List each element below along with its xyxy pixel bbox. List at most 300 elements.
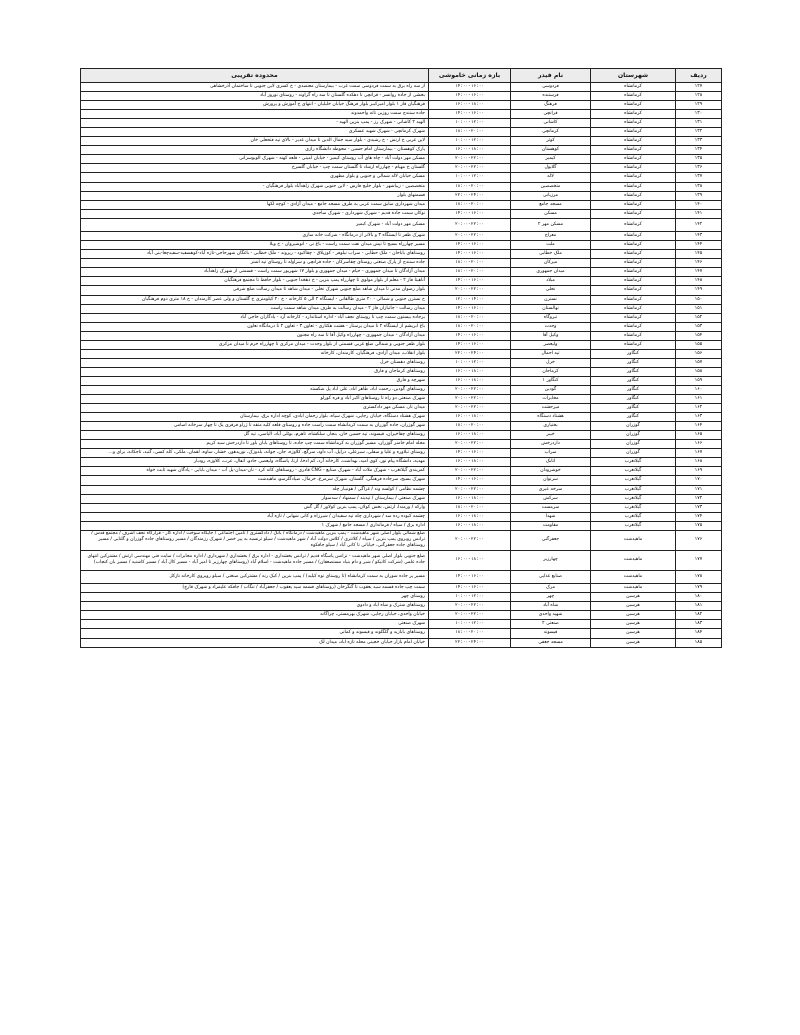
time-range-cell: ۱۸:۰۰-۲۰:۰۰ [429, 313, 511, 322]
county-cell: کنگاور [591, 386, 676, 395]
area-cell: چشمه کبوده رده سد / شهرداری چله تپه سفیدان / شیرزاه و کانی شهابی / تازه آباد [81, 512, 429, 521]
time-range-cell: ۱۶:۰۰-۱۸:۰۰ [429, 521, 511, 530]
county-cell: هرسین [591, 638, 676, 647]
table-row [81, 449, 722, 458]
row-number-cell: ۱۶۱ [676, 395, 722, 404]
table-row [81, 277, 722, 286]
county-cell: هرسین [591, 602, 676, 611]
time-range-cell: ۱۴:۰۰-۱۶:۰۰ [429, 476, 511, 485]
row-number-cell: ۱۴۲ [676, 218, 722, 232]
table-row [81, 376, 722, 385]
header-row [81, 69, 722, 83]
area-cell: کمربندی گیلانغرب - شهرک ملات آباد - شهرک صنایع - CNG قادری - روستاهای کانه کرد - نان-میدان-پل آب - میدان بابایی - پادگان شهید ثابت خواه [81, 467, 429, 476]
feeder-cell: سرخه عیزی [511, 485, 591, 494]
feeder-cell: قرانچی [511, 110, 591, 119]
county-cell: کرمانشاه [591, 164, 676, 173]
table-row [81, 602, 722, 611]
county-cell: گوزران [591, 422, 676, 431]
area-cell: لاین غربی خ ارتش - خ رشیدی - بلوار سید جمال الدین تا میدان غدیر - بالای تپه فتحعلی خان [81, 137, 429, 146]
row-number-cell: ۱۵۷ [676, 358, 722, 367]
feeder-cell: کنگاور ۱ [511, 376, 591, 385]
time-range-cell: ۱۰:۰۰-۱۲:۰۰ [429, 173, 511, 182]
area-cell: شهرک کرمانچی - شهرک شهید عسکری [81, 128, 429, 137]
row-number-cell: ۱۷۱ [676, 485, 722, 494]
table-row [81, 467, 722, 476]
area-cell: روستاهای کرماجان و فارق [81, 367, 429, 376]
row-number-cell: ۱۳۶ [676, 164, 722, 173]
time-range-cell: ۱۸:۰۰-۲۰:۰۰ [429, 182, 511, 191]
area-cell: شهر گوزران، جاده گوزران به سمت کرمانشاه سمت راست جاده و روستای قلعه کلیه متقه تا ژراو فرقری یک تا چهار سرخانه اسامی [81, 422, 429, 431]
table-row [81, 629, 722, 638]
county-cell: کرمانشاه [591, 92, 676, 101]
feeder-cell: تپه احمال [511, 349, 591, 358]
time-range-cell: ۲۰:۰۰-۲۲:۰۰ [429, 404, 511, 413]
county-cell: گیلانغرب [591, 476, 676, 485]
row-number-cell: ۱۶۶ [676, 440, 722, 449]
table-body [81, 83, 722, 648]
row-number-cell: ۱۸۴ [676, 629, 722, 638]
time-range-cell: ۲۲:۰۰-۲۴:۰۰ [429, 349, 511, 358]
table-row [81, 530, 722, 550]
table-row [81, 367, 722, 376]
time-range-cell: ۲۰:۰۰-۲۲:۰۰ [429, 155, 511, 164]
row-number-cell: ۱۶۴ [676, 422, 722, 431]
outage-schedule-sheet [80, 68, 721, 648]
row-number-cell: ۱۵۰ [676, 295, 722, 304]
area-cell: باغ ابریشم از ایستگاه ۲ تا میدان پرستار - هشت هکتاری - تعاون ۳ - تعاون ۲ تا درمانگاه تعاون [81, 322, 429, 331]
time-range-cell: ۲۰:۰۰-۲۲:۰۰ [429, 440, 511, 449]
area-cell: بلوار رضوان مدنی تا میدان شاهد ضلع جنوبی شهرک نخلی - میدان شاهد تا میدان رسالت ضلع شرقی [81, 286, 429, 295]
county-cell: کرمانشاه [591, 295, 676, 304]
table-row [81, 119, 722, 128]
table-row [81, 286, 722, 295]
feeder-cell: چهر [511, 593, 591, 602]
area-cell: محله امام خامنز گوزران، مسیر گوزران به کرمانشاه سمت چپ جاده، تا روستاهای بابان باور تا داردرخش سید کریم [81, 440, 429, 449]
table-row [81, 322, 722, 331]
feeder-cell: مسکن مهر ۲ [511, 218, 591, 232]
area-cell: ضلع شمالی بلوار اصلی شهر ماهیدشت - پمپ بنزین ماهیدشت / درمانگاه / بانک / دادگستری / تامین اجتماعی / جایگاه سوخت / اداره کار - قرارگاه نجف اشرف / مجتمع قدس / ترانس روبروی پمپ بنزین / سپاه / کلانتری / کلاس دولت آباد / شهر ماهیدشت / سیلو ترنسیه به پیر خضر / شهرک رزمندگان / مسیر روستاهای جاده گوزران و گلنایی / مسیر روستاهای جاده جعفرگنی، خیابانی تا کانی آباد / سیلو جافکوه [81, 530, 429, 550]
county-cell: کرمانشاه [591, 191, 676, 200]
county-cell: هرسین [591, 629, 676, 638]
county-cell: هرسین [591, 620, 676, 629]
area-cell: نوکان سمت جاده قدیم - شهرک شهرداری - شهرک ساجدی [81, 209, 429, 218]
feeder-cell: شهید واحدی [511, 611, 591, 620]
area-cell: بخشی از جاده روانسر - قرانچی تا دهکده گلستان تا سه راه گراوند - روستای نوروز آباد [81, 92, 429, 101]
feeder-cell: صنعتی ۲ [511, 620, 591, 629]
county-cell: کرمانشاه [591, 322, 676, 331]
area-cell: روستاهای بابازید و گلگلوند و قیسوند و کمانی [81, 629, 429, 638]
time-range-cell: ۲۰:۰۰-۲۲:۰۰ [429, 395, 511, 404]
row-number-cell: ۱۳۹ [676, 191, 722, 200]
feeder-cell: گودین [511, 386, 591, 395]
feeder-cell: متخصصین [511, 182, 591, 191]
table-row [81, 503, 722, 512]
table-row [81, 440, 722, 449]
time-range-cell: ۲۰:۰۰-۲۲:۰۰ [429, 218, 511, 232]
row-number-cell: ۱۴۶ [676, 259, 722, 268]
feeder-cell: صنایع غذایی [511, 570, 591, 584]
table-row [81, 155, 722, 164]
table-row [81, 304, 722, 313]
time-range-cell: ۱۰:۰۰-۱۲:۰۰ [429, 620, 511, 629]
time-range-cell: ۱۸:۰۰-۲۰:۰۰ [429, 259, 511, 268]
table-row [81, 313, 722, 322]
time-range-cell: ۱۲:۰۰-۱۴:۰۰ [429, 295, 511, 304]
feeder-cell: سراب [511, 449, 591, 458]
county-cell: کرمانشاه [591, 119, 676, 128]
county-cell: کرمانشاه [591, 340, 676, 349]
county-cell: کنگاور [591, 413, 676, 422]
time-range-cell: ۲۰:۰۰-۲۲:۰۰ [429, 485, 511, 494]
county-cell: کرمانشاه [591, 200, 676, 209]
feeder-cell: میرکان [511, 259, 591, 268]
row-number-cell: ۱۵۶ [676, 349, 722, 358]
time-range-cell: ۱۶:۰۰-۱۸:۰۰ [429, 494, 511, 503]
feeder-cell: وکیل آقا [511, 331, 591, 340]
county-cell: کرمانشاه [591, 146, 676, 155]
feeder-cell: مرک [511, 584, 591, 593]
outage-table [80, 68, 722, 648]
county-cell: کرمانشاه [591, 277, 676, 286]
row-number-cell: ۱۷۸ [676, 570, 722, 584]
county-cell: کرمانشاه [591, 232, 676, 241]
area-cell: روستای چهر [81, 593, 429, 602]
table-row [81, 92, 722, 101]
feeder-cell: مسجد جعفی [511, 638, 591, 647]
area-cell: ضلع جنوبی بلوار اصلی شهر ماهیدشت - ترانس پاسگاه قدیم / ترانس بخشداری - اداره برق / بخشداری / شهرداری / اداره مخابرات / سایت فنی مهندسی ارتش / مشترکین انتهای جاده علمی (شرکت کانیکو / شیر و دام بنیاد مستضعفان) / مسیر جاده ماهیدشت - اسلام آباد (روستاهای چهارزبر تا امیر آباد - مسیر کال آباد / مسیر کاشنیه / مسیر بان کنجاب) [81, 550, 429, 570]
table-row [81, 259, 722, 268]
county-cell: کنگاور [591, 358, 676, 367]
feeder-cell: شهدا [511, 512, 591, 521]
feeder-cell: میرحشت [511, 404, 591, 413]
area-cell: روستاهای شترک و شاه اباد و دادوی [81, 602, 429, 611]
row-number-cell: ۱۷۳ [676, 503, 722, 512]
header-feeder: نام فیدر [511, 69, 591, 83]
row-number-cell: ۱۵۲ [676, 313, 722, 322]
table-row [81, 395, 722, 404]
area-cell: وارکه / ورمندا، ارتش، نخش کولان، پمپ بنزین کولاور / گل گش [81, 503, 429, 512]
feeder-cell: معراج [511, 232, 591, 241]
county-cell: گیلانغرب [591, 521, 676, 530]
feeder-cell: مرزبانی [511, 191, 591, 200]
area-cell: مسکن مهر دولت آباد - شهرک کیمیز [81, 218, 429, 232]
county-cell: گیلانغرب [591, 494, 676, 503]
area-cell: سمت چپ جاده قسمه سید یعقوب تا گنگرخان (روستاهای قسمه سید یعقوب / جعفرآباد / تنگاب / جافکه علیمراد و شهرک قارچ) [81, 584, 429, 593]
feeder-cell: فرهنگ [511, 101, 591, 110]
table-row [81, 137, 722, 146]
time-range-cell: ۲۲:۰۰-۲۴:۰۰ [429, 191, 511, 200]
row-number-cell: ۱۴۹ [676, 286, 722, 295]
feeder-cell: میدان جمهوری [511, 268, 591, 277]
feeder-cell: کوهستان [511, 146, 591, 155]
county-cell: گیلانغرب [591, 467, 676, 476]
row-number-cell: ۱۸۰ [676, 593, 722, 602]
area-cell: الهیه ۲ کاشانی - شهرک رز - پمپ بنزین الهیه - [81, 119, 429, 128]
area-cell: از سه راه برق به سمت فردوسی سمت غرب - بیمارستان معتضدی - خ کسری لاین جنوبی تا ساختمان آذرخشاهی [81, 83, 429, 92]
area-cell: چشمه نظامی / کولسه وند / غراگی / هونیبار چله [81, 485, 429, 494]
time-range-cell: ۱۴:۰۰-۱۶:۰۰ [429, 340, 511, 349]
area-cell: میدان آزادگان - میدان جمهوری - چهارراه وکیل آقا تا سه راه مجنون [81, 331, 429, 340]
time-range-cell: ۱۶:۰۰-۱۸:۰۰ [429, 431, 511, 440]
county-cell: کنگاور [591, 404, 676, 413]
time-range-cell: ۲۰:۰۰-۲۲:۰۰ [429, 530, 511, 550]
row-number-cell: ۱۷۵ [676, 521, 722, 530]
header-area: محدوده تقریبی [81, 69, 429, 83]
table-row [81, 295, 722, 304]
header-time: بازه زمانی خاموشی [429, 69, 511, 83]
table-row [81, 173, 722, 182]
row-number-cell: ۱۵۱ [676, 304, 722, 313]
table-row [81, 512, 722, 521]
feeder-cell: کیمیز [511, 155, 591, 164]
county-cell: کنگاور [591, 349, 676, 358]
feeder-cell: ملت [511, 241, 591, 250]
area-cell: آناهیتا فاز ۲ - معلم از بلوار مولوی تا چهارراه پمپ بنزین - خ دهخدا جنوبی - بلوار حافظ تا مجتمع فرهنگیان [81, 277, 429, 286]
row-number-cell: ۱۳۲ [676, 128, 722, 137]
feeder-cell: نخلی [511, 286, 591, 295]
time-range-cell: ۲۲:۰۰-۲۴:۰۰ [429, 638, 511, 647]
feeder-cell: کرمانچی [511, 128, 591, 137]
table-row [81, 101, 722, 110]
area-cell: بلوار ظفر جنوبی و شمالی ضلع غربی قسمتی از بلوار وحدت - میدان مرکزی تا چهارراه خرم تا میدان مرکزی [81, 340, 429, 349]
time-range-cell: ۱۴:۰۰-۱۶:۰۰ [429, 277, 511, 286]
table-row [81, 358, 722, 367]
area-cell: شهرک هشتاد دستگاه، خیابان رجایی، شهرک سپاه، بلوار رحمان ابادی، کوچه اداره برق، بیمارستان [81, 413, 429, 422]
row-number-cell: ۱۶۵ [676, 431, 722, 440]
table-row [81, 413, 722, 422]
county-cell: کرمانشاه [591, 209, 676, 218]
row-number-cell: ۱۴۰ [676, 200, 722, 209]
row-number-cell: ۱۶۳ [676, 413, 722, 422]
time-range-cell: ۱۴:۰۰-۱۶:۰۰ [429, 250, 511, 259]
row-number-cell: ۱۷۲ [676, 494, 722, 503]
area-cell: جاده سنندج سمت روزبن تاته واحمدوند [81, 110, 429, 119]
row-number-cell: ۱۳۸ [676, 182, 722, 191]
time-range-cell: ۱۰:۰۰-۱۲:۰۰ [429, 137, 511, 146]
row-number-cell: ۱۲۹ [676, 101, 722, 110]
feeder-cell: کرماجان [511, 367, 591, 376]
row-number-cell: ۱۸۳ [676, 620, 722, 629]
area-cell: مسکن مهر دولت آباد - چاه های آب روستای کیمیز - خیابان امینی - قلعه کهنه - شهرک الوبوسرانی [81, 155, 429, 164]
county-cell: کرمانشاه [591, 250, 676, 259]
table-row [81, 404, 722, 413]
feeder-cell: بختیاری [511, 422, 591, 431]
feeder-cell: لاله [511, 173, 591, 182]
row-number-cell: ۱۶۲ [676, 404, 722, 413]
feeder-cell: گلایول [511, 164, 591, 173]
time-range-cell: ۱۰:۰۰-۱۲:۰۰ [429, 119, 511, 128]
table-row [81, 218, 722, 232]
county-cell: هرسین [591, 593, 676, 602]
time-range-cell: ۲۰:۰۰-۲۲:۰۰ [429, 602, 511, 611]
table-row [81, 200, 722, 209]
table-row [81, 584, 722, 593]
row-number-cell: ۱۷۹ [676, 584, 722, 593]
feeder-cell: سرکش [511, 494, 591, 503]
area-cell: شهرک صنعتی دو راه تا روستاهای اکبر اباد و فره کورلو [81, 395, 429, 404]
table-row [81, 550, 722, 570]
feeder-cell: خیبر [511, 431, 591, 440]
table-row [81, 182, 722, 191]
area-cell: روستاهای باباحان - ملک خطابی - سراب نیلوفر - کوزیلاق - چقاکبود - ریزوند - ملک خطابی - باغگان شهرحاجی-تازه آباد-کوهسفید-سفیدچغا-بنی آباد [81, 250, 429, 259]
time-range-cell: ۱۶:۰۰-۱۸:۰۰ [429, 512, 511, 521]
row-number-cell: ۱۸۲ [676, 611, 722, 620]
county-cell: کرمانشاه [591, 137, 676, 146]
county-cell: کنگاور [591, 376, 676, 385]
feeder-cell: ملک خطابی [511, 250, 591, 259]
feeder-cell: سرتوان [511, 476, 591, 485]
row-number-cell: ۱۵۳ [676, 322, 722, 331]
area-cell: مسیر پر جاده شوران به سمت کرمانشاه (تا روستای نوه کیلید) / پمپ بنزین / کیک رنه / مشترکین صنعتی / سیلو روبروی کارخانه نازکل [81, 570, 429, 584]
county-cell: ماهیدشت [591, 584, 676, 593]
area-cell: مهدیه، دانشگاه پیام نور، کوی امید، بهداشت، کارخانه آرد، کم ادخا، ارتا، پاسگاه، ولیعصر، جادو، انفال، عرب، کلاوزه، رودبار [81, 458, 429, 467]
county-cell: کرمانشاه [591, 128, 676, 137]
table-row [81, 485, 722, 494]
table-row [81, 146, 722, 155]
area-cell: جاده سنندج از پارک صنعتی روستای چقاسرکان - جاده قرانچی و سراوله تا روستای تپه اشتر [81, 259, 429, 268]
row-number-cell: ۱۸۵ [676, 638, 722, 647]
feeder-cell: میلاد [511, 277, 591, 286]
area-cell: مسکن خیابان لاله شمالی و جنوبی و بلوار مطهری [81, 173, 429, 182]
time-range-cell: ۱۴:۰۰-۱۶:۰۰ [429, 241, 511, 250]
time-range-cell: ۲۰:۰۰-۲۲:۰۰ [429, 232, 511, 241]
time-range-cell: ۲۰:۰۰-۲۲:۰۰ [429, 286, 511, 295]
table-row [81, 340, 722, 349]
feeder-cell: چهارزبر [511, 550, 591, 570]
time-range-cell: ۱۴:۰۰-۱۶:۰۰ [429, 331, 511, 340]
table-row [81, 638, 722, 647]
area-cell: میدان تار، مسکن مهر دادکستری [81, 404, 429, 413]
county-cell: کرمانشاه [591, 304, 676, 313]
time-range-cell: ۱۴:۰۰-۱۶:۰۰ [429, 92, 511, 101]
area-cell: اداره برق / سپاه / فرمانداری / مسجد جامع / شهرک ۱ [81, 521, 429, 530]
county-cell: گیلانغرب [591, 503, 676, 512]
time-range-cell: ۱۴:۰۰-۱۶:۰۰ [429, 83, 511, 92]
county-cell: کرمانشاه [591, 218, 676, 232]
area-cell: روستاهای گودین، رحمت اباد، طاهر اباد، علی اباد پل شکسته [81, 386, 429, 395]
feeder-cell: مسکن [511, 209, 591, 218]
time-range-cell: ۱۴:۰۰-۱۶:۰۰ [429, 449, 511, 458]
county-cell: کرمانشاه [591, 101, 676, 110]
area-cell: روستای تبلاوره و علیا و سفلی، سبزعلی، دراپل، آب داود، سرگچ، کلاوزه، جان، جوانه، بلدوزک، نوریدهور، خشار، ساوه، لقمان، ملکی، کله کسی، گنبد، تاجکانه، برای و… [81, 449, 429, 458]
row-number-cell: ۱۴۱ [676, 209, 722, 218]
county-cell: کرمانشاه [591, 155, 676, 164]
feeder-cell: کاشانی [511, 119, 591, 128]
time-range-cell: ۱۸:۰۰-۲۰:۰۰ [429, 422, 511, 431]
county-cell: گوزران [591, 449, 676, 458]
table-row [81, 268, 722, 277]
county-cell: گیلانغرب [591, 485, 676, 494]
county-cell: گیلانغرب [591, 512, 676, 521]
area-cell: روستاهای چقاخیزان، قیسوند، تپه حسین خان، بنجار، سلکشاه، تاهرم، بوئلی آباد، الیاسی، تپه گل [81, 431, 429, 440]
table-row [81, 83, 722, 92]
row-number-cell: ۱۵۹ [676, 376, 722, 385]
row-number-cell: ۱۳۴ [676, 146, 722, 155]
row-number-cell: ۱۲۸ [676, 92, 722, 101]
area-cell: برجاده بیستون سمت چپ تا روستای نجف آباد - اداره استاندارد - کارخانه آرد - یادگاران حاجی آباد [81, 313, 429, 322]
row-number-cell: ۱۵۵ [676, 340, 722, 349]
area-cell: متخصصین - زیباشهر - بلوار خلیج فارس - لاین جنوبی شهرک زاهدآباد بلوار فرهنگیان - [81, 182, 429, 191]
table-row [81, 209, 722, 218]
area-cell: گلستان خ مهیام - چهارراه ارشاد تا گلستان سمت چپ - خیابان گلسرخ [81, 164, 429, 173]
county-cell: گیلانغرب [591, 458, 676, 467]
row-number-cell: ۱۷۰ [676, 476, 722, 485]
county-cell: ماهیدشت [591, 570, 676, 584]
row-number-cell: ۱۵۴ [676, 331, 722, 340]
table-row [81, 476, 722, 485]
county-cell: کرمانشاه [591, 313, 676, 322]
time-range-cell: ۱۰:۰۰-۱۲:۰۰ [429, 593, 511, 602]
time-range-cell: ۱۶:۰۰-۱۸:۰۰ [429, 367, 511, 376]
time-range-cell: ۱۸:۰۰-۲۰:۰۰ [429, 322, 511, 331]
feeder-cell: شاه آباد [511, 602, 591, 611]
feeder-cell: هشتاد دستگاه [511, 413, 591, 422]
time-range-cell: ۱۶:۰۰-۱۸:۰۰ [429, 376, 511, 385]
feeder-cell: کوثر [511, 137, 591, 146]
row-number-cell: ۱۴۷ [676, 268, 722, 277]
row-number-cell: ۱۸۱ [676, 602, 722, 611]
row-number-cell: ۱۷۶ [676, 530, 722, 550]
time-range-cell: ۱۴:۰۰-۱۶:۰۰ [429, 110, 511, 119]
area-cell: خیابان واحدی، خیابان رجایی، شهرک بهرمستی، چراگانه [81, 611, 429, 620]
feeder-cell: اتابک [511, 458, 591, 467]
area-cell: میدان آزادگان تا میدان جمهوری - خیام - میدان جمهوری و بلوار ۱۷ شهریور سمت راست - قسمتی از شهرک زاهدآباد [81, 268, 429, 277]
header-county: شهرستان [591, 69, 676, 83]
feeder-cell: داردرخش [511, 440, 591, 449]
table-row [81, 570, 722, 584]
time-range-cell: ۱۴:۰۰-۱۶:۰۰ [429, 304, 511, 313]
time-range-cell: ۲۰:۰۰-۲۲:۰۰ [429, 611, 511, 620]
area-cell: پارک کوهستان - بیمارستان امام حسین - محوطه دانشگاه رازی [81, 146, 429, 155]
table-row [81, 494, 722, 503]
table-row [81, 521, 722, 530]
time-range-cell: ۱۶:۰۰-۱۸:۰۰ [429, 413, 511, 422]
county-cell: کرمانشاه [591, 331, 676, 340]
county-cell: ماهیدشت [591, 550, 676, 570]
row-number-cell: ۱۶۸ [676, 458, 722, 467]
feeder-cell: فرستنده [511, 92, 591, 101]
area-cell: شهرک ظفر تا ایستگاه ۳ و بالاتر از درمانگاه - شرکت خانه سازی [81, 232, 429, 241]
county-cell: کرمانشاه [591, 259, 676, 268]
area-cell: شهرک صنعتی / بیمارستان / تپه‌بند / سمنهاد / سدسوار [81, 494, 429, 503]
row-number-cell: ۱۴۳ [676, 232, 722, 241]
table-row [81, 250, 722, 259]
county-cell: کرمانشاه [591, 182, 676, 191]
time-range-cell: ۲۰:۰۰-۲۲:۰۰ [429, 386, 511, 395]
row-number-cell: ۱۳۳ [676, 137, 722, 146]
table-row [81, 458, 722, 467]
row-number-cell: ۱۷۴ [676, 512, 722, 521]
feeder-cell: نیروگاه [511, 313, 591, 322]
row-number-cell: ۱۳۷ [676, 173, 722, 182]
table-row [81, 110, 722, 119]
time-range-cell: ۱۸:۰۰-۲۰:۰۰ [429, 128, 511, 137]
row-number-cell: ۱۷۷ [676, 550, 722, 570]
county-cell: کرمانشاه [591, 110, 676, 119]
feeder-cell: فردوسی [511, 83, 591, 92]
county-cell: ماهیدشت [591, 530, 676, 550]
feeder-cell: قیسوند [511, 629, 591, 638]
row-number-cell: ۱۴۵ [676, 250, 722, 259]
time-range-cell: ۱۴:۰۰-۱۶:۰۰ [429, 570, 511, 584]
table-row [81, 611, 722, 620]
time-range-cell: ۲۰:۰۰-۲۲:۰۰ [429, 467, 511, 476]
time-range-cell: ۱۸:۰۰-۲۰:۰۰ [429, 200, 511, 209]
feeder-cell: مخابرات [511, 395, 591, 404]
county-cell: کنگاور [591, 367, 676, 376]
table-row [81, 241, 722, 250]
area-cell: شهرک صنعتی [81, 620, 429, 629]
